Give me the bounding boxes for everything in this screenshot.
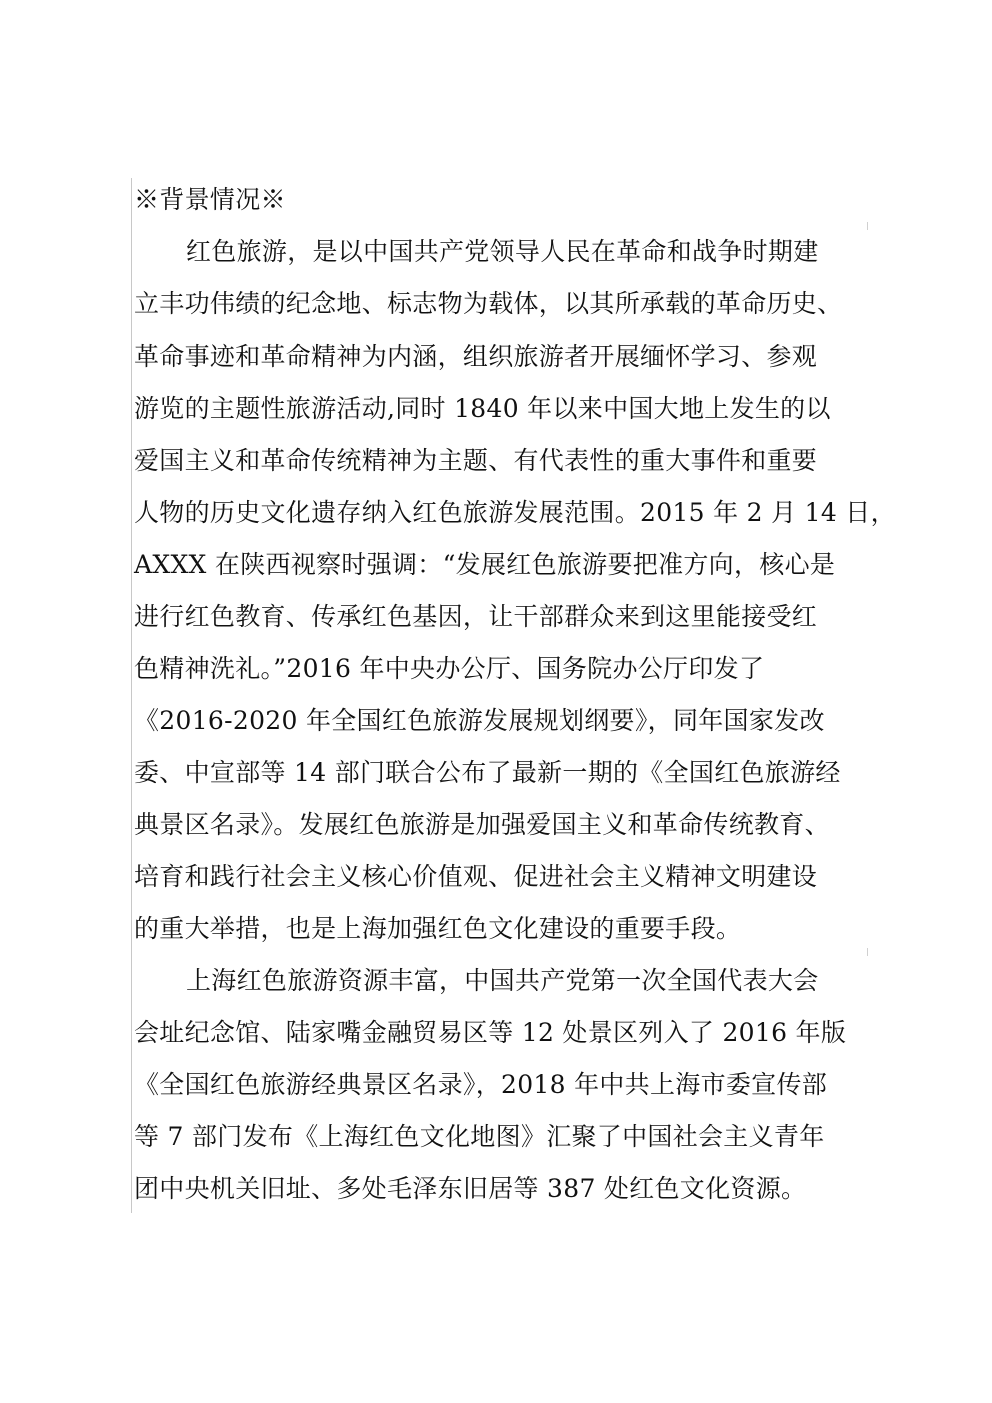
text-line: 进行红色教育、传承红色基因，让干部群众来到这里能接受红: [134, 602, 818, 631]
text-line: 典景区名录》。发展红色旅游是加强爱国主义和革命传统教育、: [134, 810, 830, 839]
right-margin-mark: [867, 948, 868, 956]
text-line: 爱国主义和革命传统精神为主题、有代表性的重大事件和重要: [134, 446, 818, 475]
text-line: 立丰功伟绩的纪念地、标志物为载体，以其所承载的革命历史、: [134, 289, 843, 318]
text-line: 会址纪念馆、陆家嘴金融贸易区等 12 处景区列入了 2016 年版: [134, 1018, 847, 1047]
text-line: 色精神洗礼。”2016 年中央办公厅、国务院办公厅印发了: [134, 654, 765, 683]
text-line: 等 7 部门发布《上海红色文化地图》汇聚了中国社会主义青年: [134, 1122, 825, 1151]
text-line: 红色旅游，是以中国共产党领导人民在革命和战争时期建: [186, 237, 819, 266]
right-margin-mark: [867, 222, 868, 230]
section-heading: ※背景情况※: [134, 185, 286, 214]
text-line: 培育和践行社会主义核心价值观、促进社会主义精神文明建设: [134, 862, 818, 891]
text-line: 《2016-2020 年全国红色旅游发展规划纲要》，同年国家发改: [134, 706, 825, 735]
text-line: 委、中宣部等 14 部门联合公布了最新一期的《全国红色旅游经: [134, 758, 841, 787]
text-line: 的重大举措，也是上海加强红色文化建设的重要手段。: [134, 914, 742, 943]
text-line: 人物的历史文化遗存纳入红色旅游发展范围。2015 年 2 月 14 日，: [134, 498, 896, 527]
text-line: 团中央机关旧址、多处毛泽东旧居等 387 处红色文化资源。: [134, 1174, 807, 1203]
text-line: AXXX 在陕西视察时强调：“发展红色旅游要把准方向，核心是: [134, 550, 836, 579]
text-line: 游览的主题性旅游活动,同时 1840 年以来中国大地上发生的以: [134, 394, 831, 423]
left-margin-rule: [131, 178, 132, 1213]
text-line: 《全国红色旅游经典景区名录》，2018 年中共上海市委宣传部: [134, 1070, 828, 1099]
text-line: 革命事迹和革命精神为内涵，组织旅游者开展缅怀学习、参观: [134, 342, 818, 371]
text-line: 上海红色旅游资源丰富，中国共产党第一次全国代表大会: [186, 966, 819, 995]
